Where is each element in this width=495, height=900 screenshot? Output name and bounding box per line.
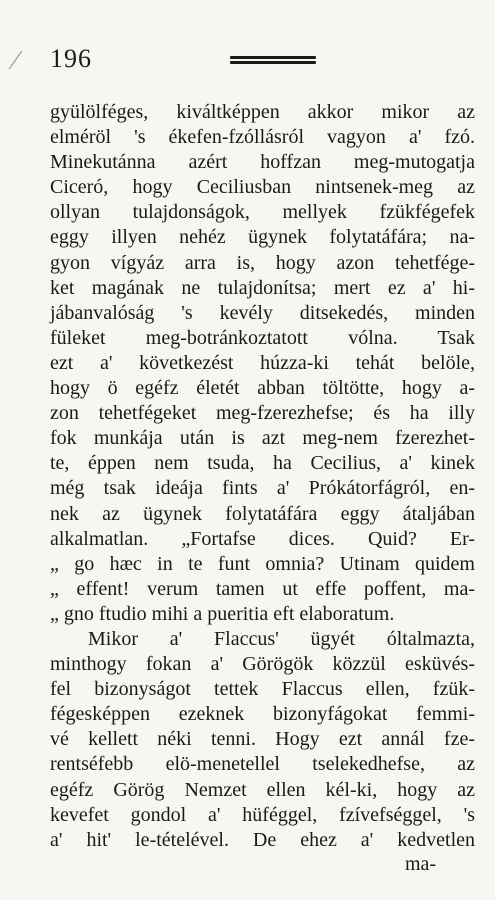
body-text <box>50 100 475 853</box>
text-line: fok munkája után is azt meg-nem fzerezhet- <box>50 427 475 450</box>
page-number: 196 <box>50 44 92 73</box>
text-line: rentséfebb elö-menetellel tselekedhefse, az <box>50 753 475 776</box>
text-line: fégesképpen ezeknek bizonyfágokat femmi- <box>50 703 475 726</box>
text-line: nek az ügynek folytatáfára eggy átaljában <box>50 502 475 525</box>
header-rule-ornament <box>230 56 316 66</box>
text-line: „ gno ftudio mihi a pueritia eft elaboratum. <box>50 602 395 625</box>
catchword: ma- <box>405 853 437 875</box>
text-line: ket magának ne tulajdonítsa; mert ez a' hi- <box>50 276 475 299</box>
text-line: ezt a' következést húzza-ki tehát belöle, <box>50 351 475 374</box>
text-line: „ go hæc in te funt omnia? Utinam quidem <box>50 552 475 575</box>
text-line: gyon vígyáz arra is, hogy azon tehetfége- <box>50 251 475 274</box>
text-line: Ciceró, hogy Ceciliusban nintsenek-meg az <box>50 176 475 199</box>
text-line: Minekutánna azért hoffzan meg-mutogatja <box>50 151 475 174</box>
text-line: alkalmatlan. „Fortafse dices. Quid? Er- <box>50 527 475 550</box>
text-line: ollyan tulajdonságok, mellyek fzükfégefek <box>50 201 475 224</box>
text-line: gyülölféges, kiváltképpen akkor mikor az <box>50 101 475 123</box>
text-line: jábanvalóság 's kevély ditsekedés, minden <box>50 301 475 324</box>
text-line: eggy illyen nehéz ügynek folytatáfára; na- <box>50 226 475 249</box>
margin-pen-mark <box>9 51 31 75</box>
text-line: elméröl 's ékefen-fzóllásról vagyon a' fzó. <box>50 126 475 149</box>
text-line: füleket meg-botránkoztatott vólna. Tsak <box>50 326 475 349</box>
text-line: „ effent! verum tamen ut effe poffent, ma- <box>50 577 475 600</box>
text-line: hogy ö egéfz életét abban töltötte, hogy a- <box>50 377 475 400</box>
text-line-paragraph-start: Mikor a' Flaccus' ügyét óltalmazta, <box>88 627 475 650</box>
text-line: egéfz Görög Nemzet ellen kél-ki, hogy az <box>50 778 475 801</box>
text-line: te, éppen nem tsuda, ha Cecilius, a' kinek <box>50 452 475 475</box>
text-line: még tsak ideája fints a' Prókátorfágról, en- <box>50 477 475 500</box>
text-line: minthogy fokan a' Görögök közzül esküvés- <box>50 653 475 676</box>
text-line: kevefet gondol a' hüféggel, fzívefséggel, 's <box>50 803 475 826</box>
text-line: vé kellett néki tenni. Hogy ezt annál fze- <box>50 728 475 751</box>
text-line: a' hit' le-tételével. De ehez a' kedvetlen <box>50 828 475 851</box>
text-line: fel bizonyságot tettek Flaccus ellen, fzük- <box>50 678 475 701</box>
text-line: zon tehetfégeket meg-fzerezhefse; és ha illy <box>50 402 475 425</box>
